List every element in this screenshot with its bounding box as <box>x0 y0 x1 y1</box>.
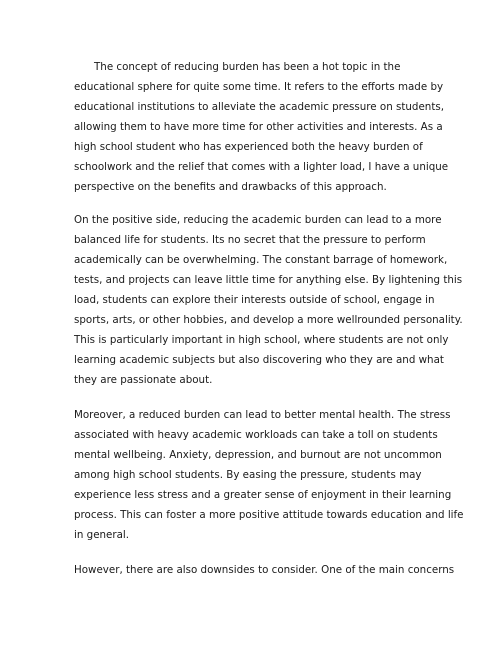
text-line: learning academic subjects but also discovering who they are and what <box>74 354 444 366</box>
text-line: among high school students. By easing the pressure, students may <box>74 469 422 481</box>
text-line: in general. <box>74 529 130 541</box>
text-line: This is particularly important in high school, where students are not only <box>74 334 449 346</box>
text-line: mental wellbeing. Anxiety, depression, and burnout are not uncommon <box>74 449 442 461</box>
text-line: allowing them to have more time for other activities and interests. As a <box>74 121 443 133</box>
text-line: associated with heavy academic workloads can take a toll on students <box>74 429 438 441</box>
text-line: educational institutions to alleviate the academic pressure on students, <box>74 101 444 113</box>
text-line: educational sphere for quite some time. It refers to the efforts made by <box>74 81 444 93</box>
text-line: high school student who has experienced both the heavy burden of <box>74 141 423 153</box>
text-line: perspective on the benefits and drawbacks of this approach. <box>74 181 387 193</box>
text-line: Moreover, a reduced burden can lead to better mental health. The stress <box>74 409 451 421</box>
text-line: tests, and projects can leave little time for anything else. By lightening this <box>74 274 463 286</box>
text-line: load, students can explore their interests outside of school, engage in <box>74 294 435 306</box>
text-line: they are passionate about. <box>74 374 213 386</box>
text-line: On the positive side, reducing the academic burden can lead to a more <box>74 214 442 226</box>
text-line: The concept of reducing burden has been a hot topic in the <box>94 61 401 73</box>
text-line: balanced life for students. Its no secret that the pressure to perform <box>74 234 426 246</box>
text-line: experience less stress and a greater sense of enjoyment in their learning <box>74 489 452 501</box>
text-line: schoolwork and the relief that comes with a lighter load, I have a unique <box>74 161 449 173</box>
text-line: academically can be overwhelming. The constant barrage of homework, <box>74 254 448 266</box>
text-line: sports, arts, or other hobbies, and develop a more wellrounded personality. <box>74 314 463 326</box>
text-line: process. This can foster a more positive attitude towards education and life <box>74 509 464 521</box>
text-line: However, there are also downsides to consider. One of the main concerns <box>74 564 455 576</box>
